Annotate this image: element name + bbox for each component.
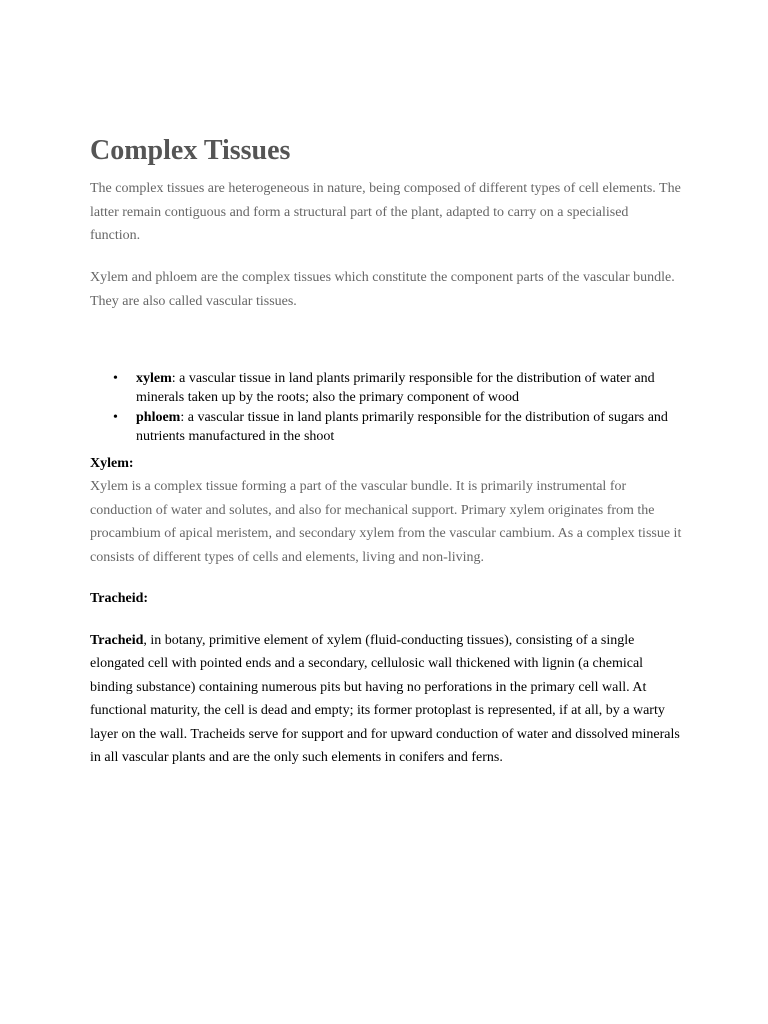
tracheid-heading: Tracheid: [90,591,149,606]
page-title: Complex Tissues [90,135,291,166]
intro-paragraph: The complex tissues are heterogeneous in nature, being composed of different types of cell elements. The latter remain contiguous and form a structural part of the plant, adapted to carry on a specialised function. [90,181,681,243]
term-label: xylem [136,371,172,386]
xylem-paragraph: Xylem is a complex tissue forming a part of the vascular bundle. It is primarily instrumental for conduction of water and solutes, and also for mechanical support. Primary xylem originates from the procambium of apical meristem, and secondary xylem from the vascular cambium. As a complex tissue it consists of different types of cells and elements, living and non-living. [90,479,682,565]
tracheid-lead-term: Tracheid [90,633,144,648]
term-label: phloem [136,410,181,425]
tracheid-body: , in botany, primitive element of xylem (fluid-conducting tissues), consisting of a single elongated cell with pointed ends and a secondary, cellulosic wall thickened with lignin (a chemical binding substance) containing numerous pits but having no perforations in the primary cell wall. At functional maturity, the cell is dead and empty; its former protoplast is represented, if at all, by a warty layer on the wall. Tracheids serve for support and for upward conduction of water and dissolved minerals in all vascular plants and are the only such elements in conifers and ferns. [90,633,680,766]
list-item-phloem [90,408,682,446]
bullet-icon: • [113,410,118,425]
definition-list [90,369,682,447]
intro-paragraph: Xylem and phloem are the complex tissues which constitute the component parts of the vascular bundle. They are also called vascular tissues. [90,270,675,309]
term-definition: : a vascular tissue in land plants primarily responsible for the distribution of sugars and nutrients manufactured in the shoot [136,410,668,444]
tracheid-paragraph [90,629,682,769]
term-definition: : a vascular tissue in land plants primarily responsible for the distribution of water and minerals taken up by the roots; also the primary component of wood [136,371,655,405]
bullet-icon: • [113,371,118,386]
xylem-heading: Xylem: [90,456,134,471]
list-item-xylem [90,369,682,407]
